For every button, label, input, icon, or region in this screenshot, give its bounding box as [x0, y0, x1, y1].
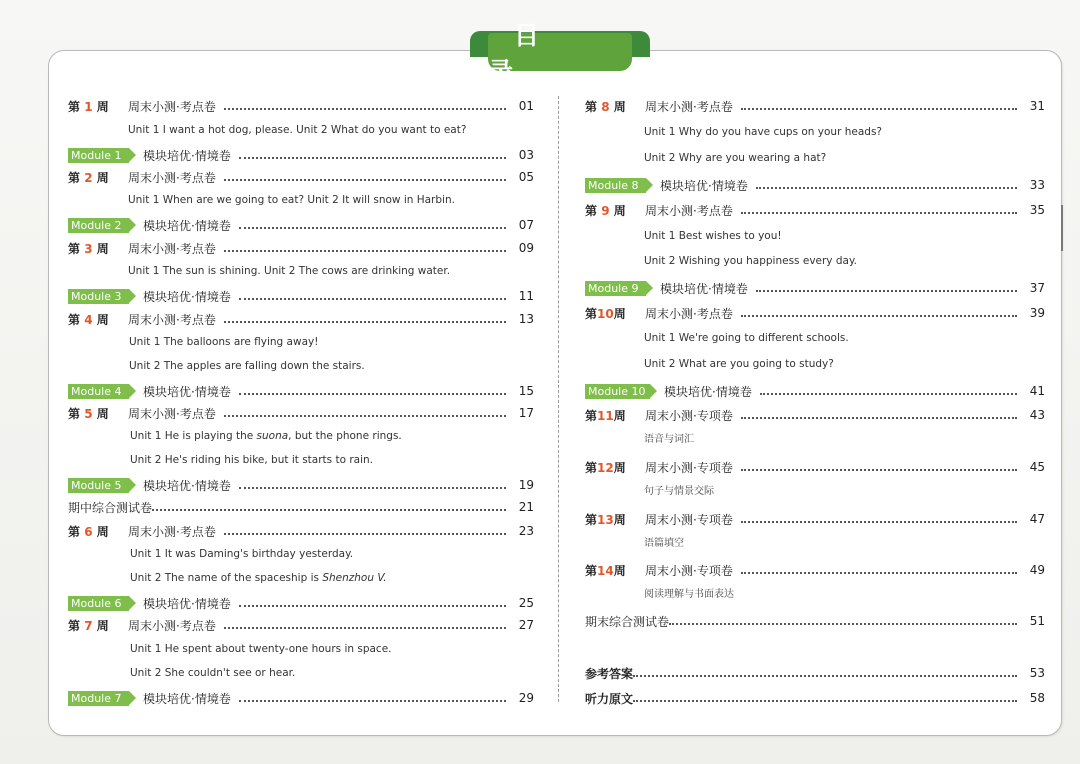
- dot-leader: [760, 392, 1017, 395]
- entry-title: 模块培优·情境卷: [660, 178, 748, 193]
- entry-title: 周末小测·考点卷: [128, 312, 216, 327]
- week-label: 第 1 周: [68, 99, 109, 114]
- unit-line: Unit 1 I want a hot dog, please. Unit 2 What do you want to eat?: [128, 124, 467, 136]
- toc-entry-week-9[interactable]: [585, 200, 1045, 220]
- module-badge: Module 9: [585, 281, 646, 296]
- page-title: 目: [488, 33, 632, 71]
- toc-entry-week-3[interactable]: [68, 238, 534, 258]
- page-number: 13: [518, 312, 534, 326]
- toc-entry-week-13[interactable]: [585, 509, 1045, 529]
- dot-leader: [239, 486, 506, 489]
- unit-line: Unit 2 What are you going to study?: [644, 358, 834, 370]
- entry-title: 模块培优·情境卷: [143, 596, 231, 611]
- dot-leader: [756, 186, 1017, 189]
- dot-leader: [224, 178, 506, 181]
- unit-line: Unit 2 Wishing you happiness every day.: [644, 255, 858, 267]
- toc-entry-module-3[interactable]: [68, 286, 534, 306]
- unit-line: Unit 2 The apples are falling down the stairs.: [129, 360, 365, 372]
- module-badge: Module 8: [585, 178, 646, 193]
- unit-line: Unit 1 The balloons are flying away!: [129, 336, 319, 348]
- page-number: 03: [518, 148, 534, 162]
- page-number: 43: [1029, 408, 1045, 422]
- page-number: 23: [518, 524, 534, 538]
- toc-entry-module-9[interactable]: [585, 278, 1045, 298]
- week-label: 第 5 周: [68, 406, 109, 421]
- entry-title: 模块培优·情境卷: [143, 148, 231, 163]
- page-number: 01: [518, 99, 534, 113]
- page-edge-mark: [1061, 205, 1063, 251]
- toc-entry-module-1[interactable]: [68, 145, 534, 165]
- entry-title: 期中综合测试卷: [68, 500, 153, 515]
- entry-title: 听力原文: [585, 691, 634, 706]
- entry-title: 模块培优·情境卷: [143, 691, 231, 706]
- dot-leader: [669, 622, 1017, 625]
- page-number: 58: [1029, 691, 1045, 705]
- unit-line: Unit 1 Why do you have cups on your heads?: [644, 126, 882, 138]
- entry-title: 模块培优·情境卷: [143, 218, 231, 233]
- page-number: 41: [1029, 384, 1045, 398]
- dot-leader: [224, 414, 506, 417]
- week-label: 第13周: [585, 512, 626, 527]
- dot-leader: [741, 107, 1017, 110]
- column-divider: [558, 96, 559, 702]
- toc-entry-module-8[interactable]: [585, 175, 1045, 195]
- dot-leader: [741, 211, 1017, 214]
- entry-title: 周末小测·专项卷: [645, 460, 733, 475]
- section-topic: 语音与词汇: [644, 434, 694, 445]
- toc-entry-week-7[interactable]: [68, 615, 534, 635]
- module-badge: Module 5: [68, 478, 129, 493]
- module-badge: Module 4: [68, 384, 129, 399]
- entry-title: 模块培优·情境卷: [660, 281, 748, 296]
- dot-leader: [633, 699, 1017, 702]
- entry-title: 周末小测·专项卷: [645, 563, 733, 578]
- unit-line: Unit 1 It was Daming's birthday yesterday.: [130, 548, 354, 560]
- page-number: 17: [518, 406, 534, 420]
- entry-title: 参考答案: [585, 666, 634, 681]
- toc-entry-week-2[interactable]: [68, 167, 534, 187]
- entry-title: 模块培优·情境卷: [143, 384, 231, 399]
- page-number: 45: [1029, 460, 1045, 474]
- page-number: 25: [518, 596, 534, 610]
- dot-leader: [239, 604, 506, 607]
- page-number: 51: [1029, 614, 1045, 628]
- page-number: 05: [518, 170, 534, 184]
- unit-line: Unit 1 The sun is shining. Unit 2 The cows are drinking water.: [128, 265, 451, 277]
- page-number: 37: [1029, 281, 1045, 295]
- week-label: 第 6 周: [68, 524, 109, 539]
- page-number: 49: [1029, 563, 1045, 577]
- week-label: 第12周: [585, 460, 626, 475]
- toc-entry-module-10[interactable]: [585, 381, 1045, 401]
- module-badge: Module 10: [585, 384, 650, 399]
- week-label: 第 9 周: [585, 203, 626, 218]
- module-badge: Module 2: [68, 218, 129, 233]
- page-number: 27: [518, 618, 534, 632]
- toc-entry-week-10[interactable]: [585, 303, 1045, 323]
- dot-leader: [741, 571, 1017, 574]
- toc-entry-final-exam[interactable]: [585, 611, 1045, 631]
- page-number: 31: [1029, 99, 1045, 113]
- toc-entry-week-11[interactable]: [585, 405, 1045, 425]
- week-label: 第 8 周: [585, 99, 626, 114]
- module-badge: Module 3: [68, 289, 129, 304]
- entry-title: 周末小测·专项卷: [645, 512, 733, 527]
- page-number: 53: [1029, 666, 1045, 680]
- page-number: 29: [518, 691, 534, 705]
- toc-entry-listening-scripts[interactable]: [585, 688, 1045, 708]
- unit-line: Unit 2 He's riding his bike, but it starts to rain.: [130, 454, 374, 466]
- dot-leader: [756, 289, 1017, 292]
- entry-title: 周末小测·考点卷: [128, 99, 216, 114]
- entry-title: 期末综合测试卷: [585, 614, 670, 629]
- unit-line: Unit 2 The name of the spaceship is Shenzhou V.: [130, 572, 387, 584]
- toc-entry-module-6[interactable]: [68, 593, 534, 613]
- page-number: 07: [518, 218, 534, 232]
- week-label: 第 7 周: [68, 618, 109, 633]
- module-badge: Module 6: [68, 596, 129, 611]
- page-number: 19: [518, 478, 534, 492]
- dot-leader: [741, 314, 1017, 317]
- unit-line: Unit 1 When are we going to eat? Unit 2 It will snow in Harbin.: [128, 194, 455, 206]
- entry-title: 周末小测·专项卷: [645, 408, 733, 423]
- unit-line: Unit 1 He spent about twenty-one hours in space.: [130, 643, 392, 655]
- dot-leader: [741, 416, 1017, 419]
- toc-entry-week-4[interactable]: [68, 309, 534, 329]
- section-topic: 语篇填空: [644, 538, 684, 549]
- entry-title: 周末小测·考点卷: [128, 524, 216, 539]
- toc-entry-answers[interactable]: [585, 663, 1045, 683]
- week-label: 第11周: [585, 408, 626, 423]
- toc-entry-week-1[interactable]: [68, 96, 534, 116]
- unit-line: Unit 2 Why are you wearing a hat?: [644, 152, 827, 164]
- toc-entry-module-7[interactable]: [68, 688, 534, 708]
- entry-title: 周末小测·考点卷: [645, 203, 733, 218]
- dot-leader: [741, 520, 1017, 523]
- dot-leader: [224, 626, 506, 629]
- unit-line: Unit 1 We're going to different schools.: [644, 332, 849, 344]
- toc-entry-midterm[interactable]: [68, 497, 534, 517]
- entry-title: 周末小测·考点卷: [128, 241, 216, 256]
- week-label: 第 3 周: [68, 241, 109, 256]
- page-number: 39: [1029, 306, 1045, 320]
- toc-entry-week-8[interactable]: [585, 96, 1045, 116]
- module-badge: Module 7: [68, 691, 129, 706]
- dot-leader: [239, 297, 506, 300]
- dot-leader: [239, 392, 506, 395]
- entry-title: 周末小测·考点卷: [128, 170, 216, 185]
- dot-leader: [239, 699, 506, 702]
- unit-line: Unit 1 He is playing the suona, but the phone rings.: [130, 430, 402, 442]
- page-number: 09: [518, 241, 534, 255]
- dot-leader: [239, 226, 506, 229]
- toc-entry-week-12[interactable]: [585, 457, 1045, 477]
- week-label: 第 4 周: [68, 312, 109, 327]
- dot-leader: [224, 249, 506, 252]
- dot-leader: [224, 107, 506, 110]
- entry-title: 模块培优·情境卷: [664, 384, 752, 399]
- section-topic: 句子与情景交际: [644, 486, 714, 497]
- page-number: 21: [518, 500, 534, 514]
- dot-leader: [224, 532, 506, 535]
- toc-entry-week-14[interactable]: [585, 560, 1045, 580]
- entry-title: 周末小测·考点卷: [128, 406, 216, 421]
- toc-entry-module-5[interactable]: [68, 475, 534, 495]
- dot-leader: [152, 508, 506, 511]
- dot-leader: [741, 468, 1017, 471]
- entry-title: 周末小测·考点卷: [645, 306, 733, 321]
- entry-title: 周末小测·考点卷: [645, 99, 733, 114]
- section-topic: 阅读理解与书面表达: [644, 589, 734, 600]
- week-label: 第10周: [585, 306, 626, 321]
- page-number: 15: [518, 384, 534, 398]
- entry-title: 模块培优·情境卷: [143, 289, 231, 304]
- page-number: 33: [1029, 178, 1045, 192]
- unit-line: Unit 2 She couldn't see or hear.: [130, 667, 296, 679]
- week-label: 第14周: [585, 563, 626, 578]
- page-number: 47: [1029, 512, 1045, 526]
- toc-entry-week-5[interactable]: [68, 403, 534, 423]
- entry-title: 周末小测·考点卷: [128, 618, 216, 633]
- dot-leader: [239, 156, 506, 159]
- week-label: 第 2 周: [68, 170, 109, 185]
- page-number: 11: [518, 289, 534, 303]
- unit-line: Unit 1 Best wishes to you!: [644, 230, 782, 242]
- dot-leader: [224, 320, 506, 323]
- toc-entry-module-4[interactable]: [68, 381, 534, 401]
- module-badge: Module 1: [68, 148, 129, 163]
- toc-entry-module-2[interactable]: [68, 215, 534, 235]
- entry-title: 模块培优·情境卷: [143, 478, 231, 493]
- dot-leader: [633, 674, 1017, 677]
- page-number: 35: [1029, 203, 1045, 217]
- toc-entry-week-6[interactable]: [68, 521, 534, 541]
